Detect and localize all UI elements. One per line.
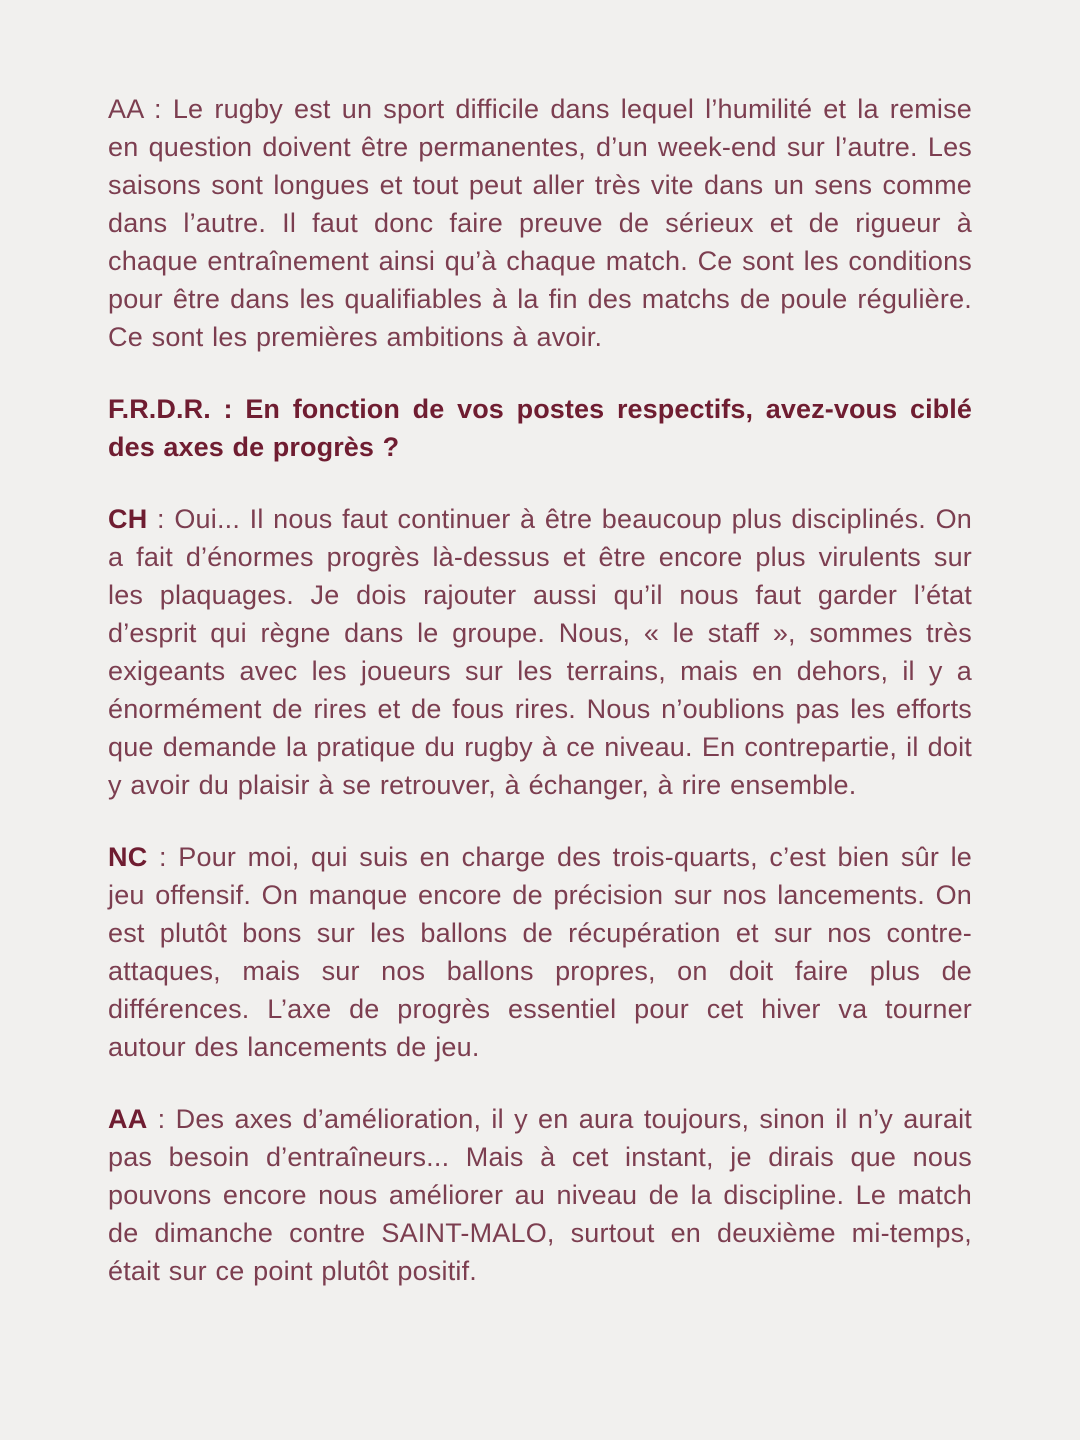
paragraph-text: En fonction de vos postes respectifs, avez-vous ciblé des axes de progrès ? <box>108 394 972 462</box>
interview-text-column <box>108 90 972 1290</box>
paragraph-text: Le rugby est un sport difficile dans lequel l’humilité et la remise en question doivent être permanentes, d’un week-end sur l’autre. Les saisons sont longues et tout peut aller très vite dans un sens comme dans l’autre. Il faut donc faire preuve de sérieux et de rigueur à chaque entraînement ainsi qu’à chaque match. Ce sont les conditions pour être dans les qualifiables à la fin des matchs de poule régulière. Ce sont les premières ambitions à avoir. <box>108 94 972 352</box>
speaker-label: AA <box>108 1104 148 1134</box>
speaker-label: F.R.D.R. <box>108 394 211 424</box>
interview-answer <box>108 90 972 356</box>
speaker-separator: : <box>147 842 179 872</box>
speaker-label: CH <box>108 504 148 534</box>
interview-question <box>108 390 972 466</box>
paragraph-text: Oui... Il nous faut continuer à être beaucoup plus disciplinés. On a fait d’énormes progrès là-dessus et être encore plus virulents sur les plaquages. Je dois rajouter aussi qu’il nous faut garder l’état d’esprit qui règne dans le groupe. Nous, « le staff », sommes très exigeants avec les joueurs sur les terrains, mais en dehors, il y a énormément de rires et de fous rires. Nous n’oublions pas les efforts que demande la pratique du rugby à ce niveau. En contrepartie, il doit y avoir du plaisir à se retrouver, à échanger, à rire ensemble. <box>108 504 973 800</box>
interview-answer <box>108 838 972 1066</box>
speaker-separator: : <box>142 94 173 124</box>
speaker-label: AA <box>108 94 143 124</box>
interview-answer <box>108 1100 972 1290</box>
speaker-separator: : <box>147 504 175 534</box>
paragraph-text: Des axes d’amélioration, il y en aura toujours, sinon il n’y aurait pas besoin d’entraîneurs... Mais à cet instant, je dirais que nous pouvons encore nous améliorer au niveau de la discipline. Le match de dimanche contre SAINT-MALO, surtout en deuxième mi-temps, était sur ce point plutôt positif. <box>108 1104 972 1286</box>
speaker-separator: : <box>147 1104 176 1134</box>
paragraph-text: Pour moi, qui suis en charge des trois-quarts, c’est bien sûr le jeu offensif. On manque encore de précision sur nos lancements. On est plutôt bons sur les ballons de récupération et sur nos contre-attaques, mais sur nos ballons propres, on doit faire plus de différences. L’axe de progrès essentiel pour cet hiver va tourner autour des lancements de jeu. <box>108 842 972 1062</box>
speaker-separator: : <box>210 394 246 424</box>
speaker-label: NC <box>108 842 148 872</box>
interview-answer <box>108 500 972 804</box>
